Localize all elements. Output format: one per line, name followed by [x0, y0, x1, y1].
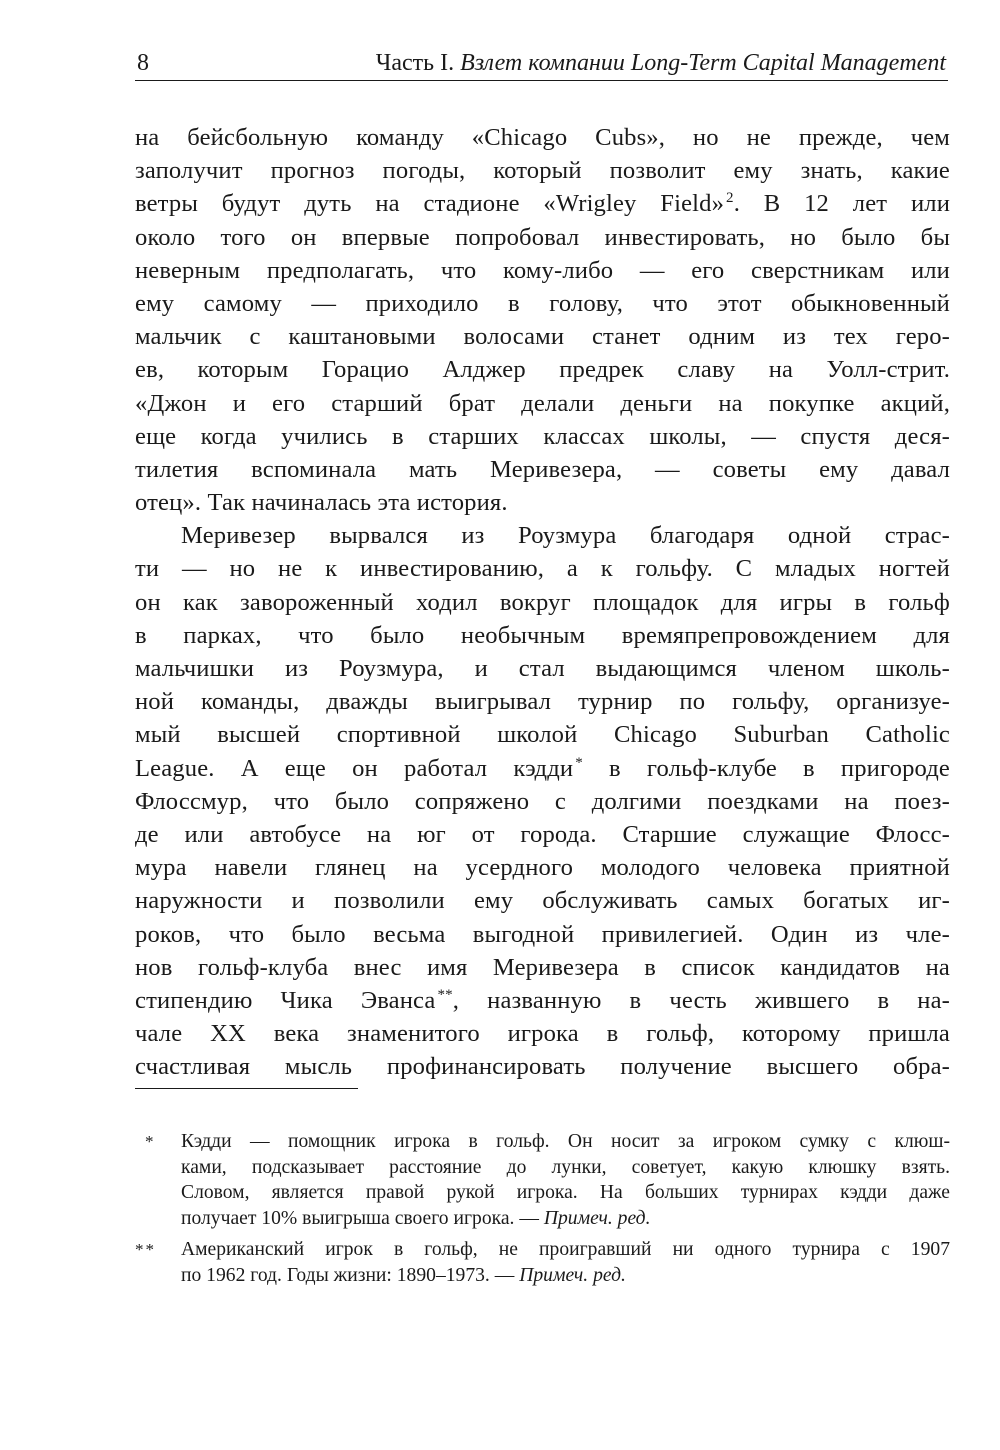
footnote-line	[181, 1206, 950, 1232]
editor-note: Примеч. ред.	[543, 1207, 651, 1229]
text-fragment: ветры будут дуть на стадионе «Wrigley Field»	[135, 190, 725, 218]
text-line: он как завороженный ходил вокруг площадок для игры в гольф	[135, 588, 950, 616]
footnote-2	[135, 1237, 950, 1288]
text-fragment: , названную в честь жившего в на-	[452, 986, 951, 1014]
text-line: роков, что было весьма выгодной привилегией. Один из чле-	[135, 920, 950, 948]
text-line: тилетия вспоминала мать Меривезера, — советы ему давал	[135, 455, 950, 483]
text-line: мый высшей спортивной школой Chicago Suburban Catholic	[135, 721, 950, 749]
paragraph	[135, 519, 950, 1083]
footnote-line: Кэдди — помощник игрока в гольф. Он носит за игроком сумку с клюш-	[181, 1131, 950, 1152]
text-line: отец». Так начиналась эта история.	[135, 489, 508, 517]
text-line: счастливая мысль профинансировать получение высшего обра-	[135, 1053, 950, 1081]
text-line: мальчик с каштановыми волосами станет одним из тех геро-	[135, 323, 950, 351]
text-fragment: стипендию Чика Эванса	[135, 986, 436, 1014]
text-line: мура навели глянец на усердного молодого человека приятной	[135, 854, 950, 882]
text-fragment: League. А еще он работал кэдди	[135, 754, 574, 782]
text-line: чале XX века знаменитого игрока в гольф, которому пришла	[135, 1020, 950, 1048]
text-line: ев, которым Горацио Алджер предрек славу на Уолл-стрит.	[135, 356, 950, 384]
footnote-ref-1[interactable]: *	[575, 754, 583, 771]
text-fragment: . В 12 лет или	[733, 190, 951, 218]
text-line: мальчишки из Роузмура, и стал выдающимся членом школь-	[135, 655, 950, 682]
footnote-marker: **	[135, 1240, 156, 1259]
text-fragment: в гольф-клубе в пригороде	[582, 754, 950, 782]
footnotes	[135, 1129, 950, 1294]
text-line: наружности и позволили ему обслуживать самых богатых иг-	[135, 887, 950, 915]
text-line: Флоссмур, что было сопряжено с долгими поездками на поез-	[135, 787, 950, 815]
text-line: Меривезер вырвался из Роузмура благодаря одной страс-	[181, 522, 950, 550]
running-header	[135, 46, 948, 81]
text-line: ему самому — приходило в голову, что этот обыкновенный	[135, 289, 950, 317]
text-line: ти — но не к инвестированию, а к гольфу. С младых ногтей	[135, 555, 950, 583]
footnote-1	[135, 1129, 950, 1231]
chapter-title: Взлет компании Long-Term Capital Management	[460, 50, 946, 76]
text-fragment: получает 10% выигрыша своего игрока. —	[181, 1207, 544, 1229]
editor-note: Примеч. ред.	[519, 1264, 626, 1286]
text-line: заполучит прогноз погоды, который позволит ему знать, какие	[135, 157, 950, 185]
paragraph	[135, 121, 950, 519]
footnote-separator	[135, 1088, 358, 1089]
footnote-line	[181, 1263, 950, 1289]
body-text	[135, 121, 950, 1083]
footnote-marker: *	[145, 1132, 156, 1151]
text-line: еще когда учились в старших классах школы, — спустя деся-	[135, 422, 950, 450]
text-line: в парках, что было необычным времяпрепровождением для	[135, 621, 950, 649]
text-line: нов гольф-клуба внес имя Меривезера в список кандидатов на	[135, 953, 950, 981]
text-line: на бейсбольную команду «Chicago Cubs», но не прежде, чем	[135, 124, 950, 151]
text-line	[135, 984, 950, 1017]
page-number: 8	[137, 50, 149, 76]
footnote-ref-2[interactable]: **	[437, 986, 453, 1003]
footnote-line: Американский игрок в гольф, не проигравший ни одного турнира с 1907	[181, 1239, 950, 1260]
running-title	[376, 46, 946, 80]
text-line	[135, 187, 950, 220]
text-line	[135, 752, 950, 785]
text-line: неверным предполагать, что кому-либо — его сверстникам или	[135, 256, 950, 284]
part-label: Часть I.	[375, 50, 455, 76]
endnote-ref[interactable]: 2	[726, 190, 734, 207]
text-fragment: по 1962 год. Годы жизни: 1890–1973. —	[181, 1264, 520, 1286]
footnote-line: ками, подсказывает расстояние до лунки, советует, какую клюшку взять.	[181, 1156, 950, 1178]
text-line: ной команды, дважды выигрывал турнир по гольфу, организуе-	[135, 688, 950, 716]
text-line: около того он впервые попробовал инвестировать, но было бы	[135, 223, 950, 251]
text-line: де или автобусе на юг от города. Старшие служащие Флосс-	[135, 820, 950, 848]
text-line: «Джон и его старший брат делали деньги на покупке акций,	[135, 389, 950, 417]
footnote-line: Словом, является правой рукой игрока. На больших турнирах кэдди даже	[181, 1182, 950, 1203]
